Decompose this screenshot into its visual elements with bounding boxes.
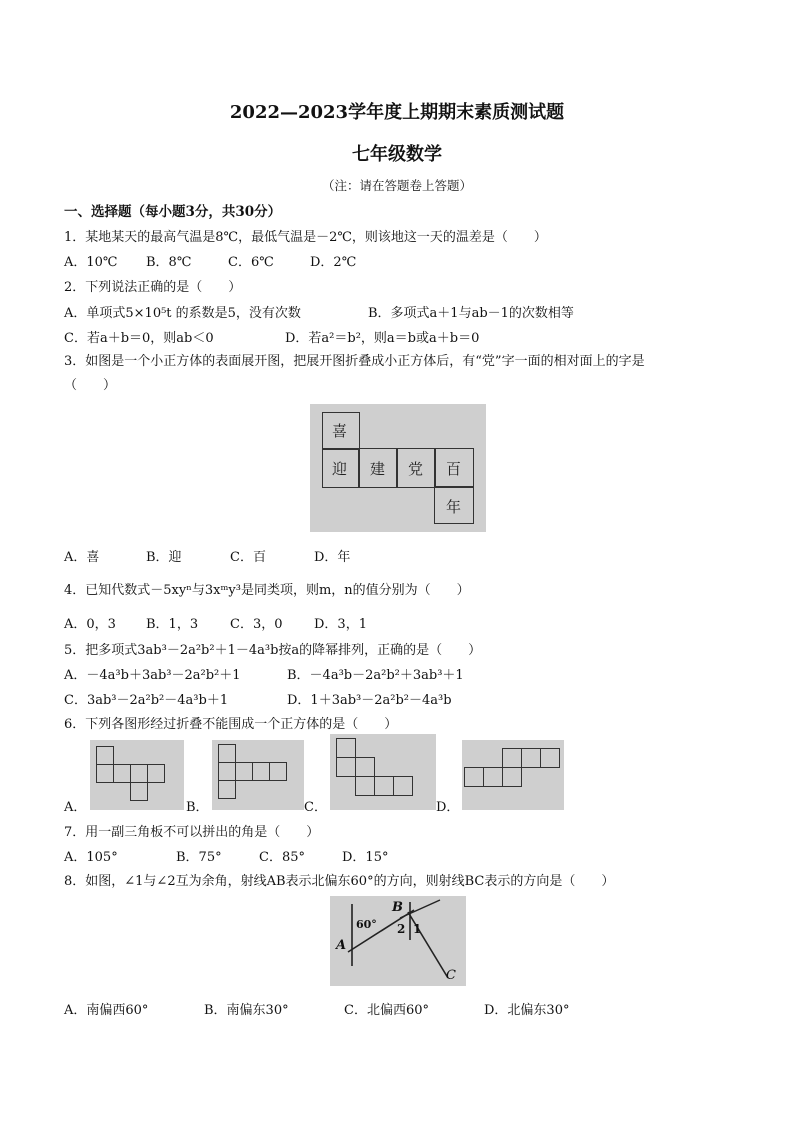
q8-option-c: C．北偏西60° <box>344 1003 429 1018</box>
q8-stem: 8．如图，∠1与∠2互为余角，射线AB表示北偏东60°的方向，则射线BC表示的方向是（ ） <box>64 874 615 889</box>
q4-option-c: C．3，0 <box>230 617 283 632</box>
q2-option-c: C．若a＋b＝0，则ab＜0 <box>64 331 214 346</box>
net-cell <box>393 776 413 796</box>
point-a-label: A <box>336 938 347 953</box>
q2-option-a: A．单项式5×10⁵t 的系数是5，没有次数 <box>64 306 301 321</box>
net-cell <box>355 776 375 796</box>
q6-label-b: B． <box>186 800 209 815</box>
net-cell <box>96 764 114 783</box>
q6-net-a <box>90 740 184 810</box>
net-cell <box>218 762 236 781</box>
angle-2-label: 2 <box>397 922 406 936</box>
q8-option-a: A．南偏西60° <box>64 1003 149 1018</box>
section-title: 一、选择题（每小题3分，共30分） <box>64 204 282 220</box>
q1-option-a: A．10℃ <box>64 255 118 270</box>
q1-option-d: D．2℃ <box>310 255 357 270</box>
q3-option-c: C．百 <box>230 550 266 565</box>
direction-figure <box>330 896 466 986</box>
q6-stem: 6．下列各图形经过折叠不能围成一个正方体的是（ ） <box>64 717 398 732</box>
q2-option-b: B．多项式a＋1与ab－1的次数相等 <box>368 306 574 321</box>
q7-option-a: A．105° <box>64 850 118 865</box>
net-char-jian: 建 <box>370 460 386 478</box>
net-cell <box>540 748 560 768</box>
net-char-dang: 党 <box>408 460 424 478</box>
q8-option-d: D．北偏东30° <box>484 1003 570 1018</box>
q5-stem: 5．把多项式3ab³－2a²b²＋1－4a³b按a的降幂排列，正确的是（ ） <box>64 643 482 658</box>
q4-option-a: A．0，3 <box>64 617 116 632</box>
exam-subtitle: 七年级数学 <box>352 144 442 165</box>
line-through-b <box>400 900 440 918</box>
net-cell <box>130 764 148 783</box>
q3-option-d: D．年 <box>314 550 351 565</box>
q8-option-b: B．南偏东30° <box>204 1003 289 1018</box>
point-b-label: B <box>392 900 403 915</box>
q7-option-c: C．85° <box>259 850 305 865</box>
q3-option-a: A．喜 <box>64 550 100 565</box>
q7-option-d: D．15° <box>342 850 389 865</box>
q3-option-b: B．迎 <box>146 550 182 565</box>
net-cell <box>355 757 375 777</box>
q6-net-d <box>462 740 564 810</box>
q2-stem: 2．下列说法正确的是（ ） <box>64 280 242 295</box>
net-cell <box>218 744 236 763</box>
q2-option-d: D．若a²＝b²，则a＝b或a＋b＝0 <box>285 331 480 346</box>
net-cell <box>130 782 148 801</box>
q6-net-b <box>212 740 304 810</box>
net-cell <box>502 748 522 768</box>
q6-label-a: A． <box>64 800 87 815</box>
net-cell <box>464 767 484 787</box>
exam-title: 2022—2023学年度上期期末素质测试题 <box>229 102 565 123</box>
net-cell <box>483 767 503 787</box>
point-c-label: C <box>446 968 456 983</box>
net-cell <box>374 776 394 796</box>
q7-option-b: B．75° <box>176 850 222 865</box>
net-cell <box>336 757 356 777</box>
net-cell <box>336 738 356 758</box>
q4-option-d: D．3，1 <box>314 617 367 632</box>
net-char-xi: 喜 <box>332 422 348 440</box>
net-cell <box>521 748 541 768</box>
angle-1-label: 1 <box>413 922 422 936</box>
net-cell <box>269 762 287 781</box>
exam-note: （注：请在答题卷上答题） <box>321 178 472 193</box>
q7-stem: 7．用一副三角板不可以拼出的角是（ ） <box>64 825 320 840</box>
q1-stem: 1．某地某天的最高气温是8℃，最低气温是－2℃，则该地这一天的温差是（ ） <box>64 230 547 245</box>
net-char-bai: 百 <box>446 460 462 478</box>
net-cell <box>113 764 131 783</box>
q5-option-c: C．3ab³－2a²b²－4a³b＋1 <box>64 693 229 708</box>
q1-option-c: C．6℃ <box>228 255 274 270</box>
net-char-nian: 年 <box>446 498 462 516</box>
cube-net-figure <box>310 404 486 532</box>
net-cell <box>218 780 236 799</box>
net-char-ying: 迎 <box>332 460 348 478</box>
q6-label-d: D． <box>436 800 460 815</box>
q5-option-a: A．－4a³b＋3ab³－2a²b²＋1 <box>64 668 241 683</box>
q4-option-b: B．1，3 <box>146 617 199 632</box>
net-cell <box>252 762 270 781</box>
q1-option-b: B．8℃ <box>146 255 192 270</box>
q3-stem-paren: （ ） <box>64 378 117 393</box>
net-cell <box>235 762 253 781</box>
net-cell <box>147 764 165 783</box>
net-cell <box>96 746 114 765</box>
q5-option-b: B．－4a³b－2a²b²＋3ab³＋1 <box>287 668 464 683</box>
q5-option-d: D．1＋3ab³－2a²b²－4a³b <box>287 693 452 708</box>
angle-60-label: 60° <box>356 918 377 931</box>
q6-label-c: C． <box>304 800 327 815</box>
net-cell <box>502 767 522 787</box>
q6-net-c <box>330 734 436 810</box>
q3-stem: 3．如图是一个小正方体的表面展开图，把展开图折叠成小正方体后，有“党”字一面的相对面上的字是 <box>64 354 645 369</box>
q4-stem: 4．已知代数式－5xyⁿ与3xᵐy³是同类项，则m，n的值分别为（ ） <box>64 583 470 598</box>
